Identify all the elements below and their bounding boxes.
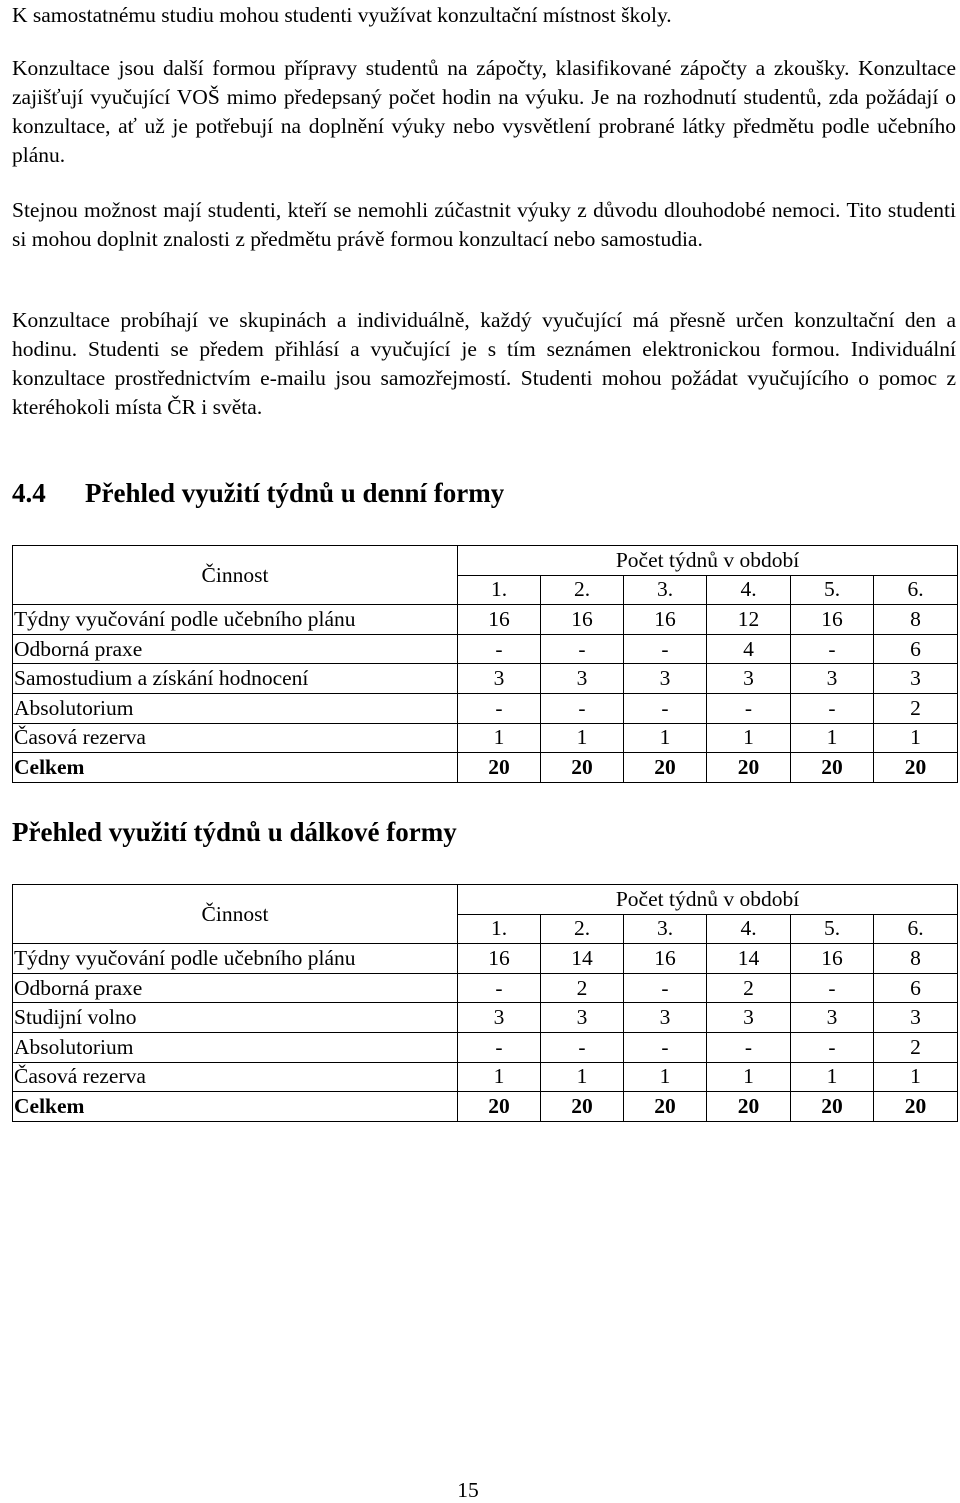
week-count-cell: - bbox=[707, 693, 791, 723]
week-count-cell: 16 bbox=[624, 944, 707, 974]
week-count-cell: 16 bbox=[791, 605, 874, 635]
period-header: 5. bbox=[791, 575, 874, 605]
total-row bbox=[13, 1092, 958, 1122]
week-count-cell: 3 bbox=[458, 664, 541, 694]
paragraph-consultations: Konzultace jsou další formou přípravy studentů na zápočty, klasifikované zápočty a zkoušky. Konzultace zajišťují vyučující VOŠ mimo předepsaný počet hodin na výuku. Je na rozhodnutí studentů, zda požádají o konzultace, ať už je potřebují na doplnění výuky nebo vysvětlení probrané látky předmětu podle učebního plánu. bbox=[12, 56, 956, 167]
paragraph-illness: Stejnou možnost mají studenti, kteří se nemohli zúčastnit výuky z důvodu dlouhodobé nemoci. Tito studenti si mohou doplnit znalosti z předmětu právě formou konzultací nebo samostudia. bbox=[12, 198, 956, 251]
week-count-cell: 14 bbox=[541, 944, 624, 974]
week-count-cell: - bbox=[458, 1032, 541, 1062]
week-count-cell: 20 bbox=[791, 1092, 874, 1122]
period-header: 4. bbox=[707, 914, 791, 944]
week-count-cell: 2 bbox=[874, 1032, 958, 1062]
period-header: 3. bbox=[624, 914, 707, 944]
row-label: Celkem bbox=[13, 753, 458, 783]
week-count-cell: 16 bbox=[458, 605, 541, 635]
periods-header: Počet týdnů v období bbox=[458, 885, 958, 915]
periods-header: Počet týdnů v období bbox=[458, 546, 958, 576]
period-header: 4. bbox=[707, 575, 791, 605]
week-count-cell: - bbox=[541, 1032, 624, 1062]
week-count-cell: - bbox=[458, 634, 541, 664]
week-count-cell: 20 bbox=[458, 753, 541, 783]
week-count-cell: 3 bbox=[624, 664, 707, 694]
period-header: 6. bbox=[874, 575, 958, 605]
week-count-cell: 1 bbox=[874, 723, 958, 753]
table-row bbox=[13, 664, 958, 694]
week-count-cell: 2 bbox=[874, 693, 958, 723]
week-count-cell: - bbox=[458, 693, 541, 723]
table-daily-form bbox=[12, 545, 958, 783]
week-count-cell: 1 bbox=[791, 723, 874, 753]
week-count-cell: 3 bbox=[874, 1003, 958, 1033]
table-row bbox=[13, 634, 958, 664]
table-row bbox=[13, 693, 958, 723]
week-count-cell: - bbox=[791, 1032, 874, 1062]
week-count-cell: - bbox=[707, 1032, 791, 1062]
week-count-cell: 3 bbox=[541, 1003, 624, 1033]
week-count-cell: 16 bbox=[791, 944, 874, 974]
row-label: Odborná praxe bbox=[13, 973, 458, 1003]
table-row bbox=[13, 944, 958, 974]
week-count-cell: 1 bbox=[458, 723, 541, 753]
week-count-cell: 1 bbox=[458, 1062, 541, 1092]
paragraph-consultation-form: Konzultace probíhají ve skupinách a individuálně, každý vyučující má přesně určen konzultační den a hodinu. Studenti se předem přihlásí a vyučující je s tím seznámen elektronickou formou. Individuální konzultace prostřednictvím e-mailu jsou samozřejmostí. Studenti mohou požádat vyučujícího o pomoc z kteréhokoli místa ČR i světa. bbox=[12, 308, 956, 419]
week-count-cell: 20 bbox=[624, 1092, 707, 1122]
week-count-cell: 3 bbox=[707, 664, 791, 694]
week-count-cell: - bbox=[791, 634, 874, 664]
week-count-cell: 4 bbox=[707, 634, 791, 664]
week-count-cell: 16 bbox=[541, 605, 624, 635]
week-count-cell: 2 bbox=[541, 973, 624, 1003]
week-count-cell: 6 bbox=[874, 634, 958, 664]
week-count-cell: 1 bbox=[541, 1062, 624, 1092]
week-count-cell: 20 bbox=[541, 753, 624, 783]
week-count-cell: 12 bbox=[707, 605, 791, 635]
week-count-cell: 20 bbox=[791, 753, 874, 783]
week-count-cell: 2 bbox=[707, 973, 791, 1003]
week-count-cell: - bbox=[624, 1032, 707, 1062]
week-count-cell: 3 bbox=[458, 1003, 541, 1033]
week-count-cell: 20 bbox=[624, 753, 707, 783]
row-label: Týdny vyučování podle učebního plánu bbox=[13, 605, 458, 635]
week-count-cell: 1 bbox=[874, 1062, 958, 1092]
week-count-cell: 1 bbox=[624, 723, 707, 753]
table-row bbox=[13, 605, 958, 635]
row-label: Týdny vyučování podle učebního plánu bbox=[13, 944, 458, 974]
heading-daily-form bbox=[12, 476, 504, 510]
week-count-cell: - bbox=[458, 973, 541, 1003]
period-header: 2. bbox=[541, 575, 624, 605]
row-label: Celkem bbox=[13, 1092, 458, 1122]
week-count-cell: 3 bbox=[874, 664, 958, 694]
table-row bbox=[13, 1003, 958, 1033]
paragraph-self-study: K samostatnému studiu mohou studenti využívat konzultační místnost školy. bbox=[12, 3, 672, 27]
week-count-cell: 14 bbox=[707, 944, 791, 974]
row-label: Absolutorium bbox=[13, 1032, 458, 1062]
table-row bbox=[13, 1062, 958, 1092]
period-header: 1. bbox=[458, 914, 541, 944]
table-distance-form bbox=[12, 884, 958, 1122]
week-count-cell: 8 bbox=[874, 944, 958, 974]
period-header: 6. bbox=[874, 914, 958, 944]
week-count-cell: - bbox=[791, 973, 874, 1003]
table-row bbox=[13, 723, 958, 753]
week-count-cell: 20 bbox=[874, 753, 958, 783]
week-count-cell: - bbox=[791, 693, 874, 723]
row-label: Studijní volno bbox=[13, 1003, 458, 1033]
week-count-cell: - bbox=[624, 693, 707, 723]
row-label: Samostudium a získání hodnocení bbox=[13, 664, 458, 694]
week-count-cell: - bbox=[541, 634, 624, 664]
week-count-cell: 3 bbox=[541, 664, 624, 694]
page-number: 15 bbox=[457, 1478, 479, 1502]
period-header: 5. bbox=[791, 914, 874, 944]
week-count-cell: 20 bbox=[707, 753, 791, 783]
week-count-cell: 3 bbox=[707, 1003, 791, 1033]
heading-distance-form: Přehled využití týdnů u dálkové formy bbox=[12, 817, 457, 847]
week-count-cell: 1 bbox=[624, 1062, 707, 1092]
total-row bbox=[13, 753, 958, 783]
row-label: Časová rezerva bbox=[13, 1062, 458, 1092]
period-header: 3. bbox=[624, 575, 707, 605]
row-label: Absolutorium bbox=[13, 693, 458, 723]
week-count-cell: 8 bbox=[874, 605, 958, 635]
week-count-cell: - bbox=[624, 634, 707, 664]
week-count-cell: 3 bbox=[791, 664, 874, 694]
activity-header: Činnost bbox=[13, 546, 458, 605]
week-count-cell: 20 bbox=[874, 1092, 958, 1122]
week-count-cell: 16 bbox=[624, 605, 707, 635]
week-count-cell: 1 bbox=[707, 723, 791, 753]
section-number: 4.4 bbox=[12, 478, 46, 508]
week-count-cell: 1 bbox=[791, 1062, 874, 1092]
row-label: Odborná praxe bbox=[13, 634, 458, 664]
week-count-cell: 20 bbox=[458, 1092, 541, 1122]
section-title: Přehled využití týdnů u denní formy bbox=[85, 478, 505, 508]
period-header: 2. bbox=[541, 914, 624, 944]
week-count-cell: - bbox=[624, 973, 707, 1003]
week-count-cell: 20 bbox=[707, 1092, 791, 1122]
week-count-cell: - bbox=[541, 693, 624, 723]
week-count-cell: 6 bbox=[874, 973, 958, 1003]
table-row bbox=[13, 973, 958, 1003]
activity-header: Činnost bbox=[13, 885, 458, 944]
row-label: Časová rezerva bbox=[13, 723, 458, 753]
week-count-cell: 3 bbox=[624, 1003, 707, 1033]
week-count-cell: 16 bbox=[458, 944, 541, 974]
table-row bbox=[13, 1032, 958, 1062]
week-count-cell: 20 bbox=[541, 1092, 624, 1122]
week-count-cell: 1 bbox=[541, 723, 624, 753]
period-header: 1. bbox=[458, 575, 541, 605]
week-count-cell: 3 bbox=[791, 1003, 874, 1033]
week-count-cell: 1 bbox=[707, 1062, 791, 1092]
